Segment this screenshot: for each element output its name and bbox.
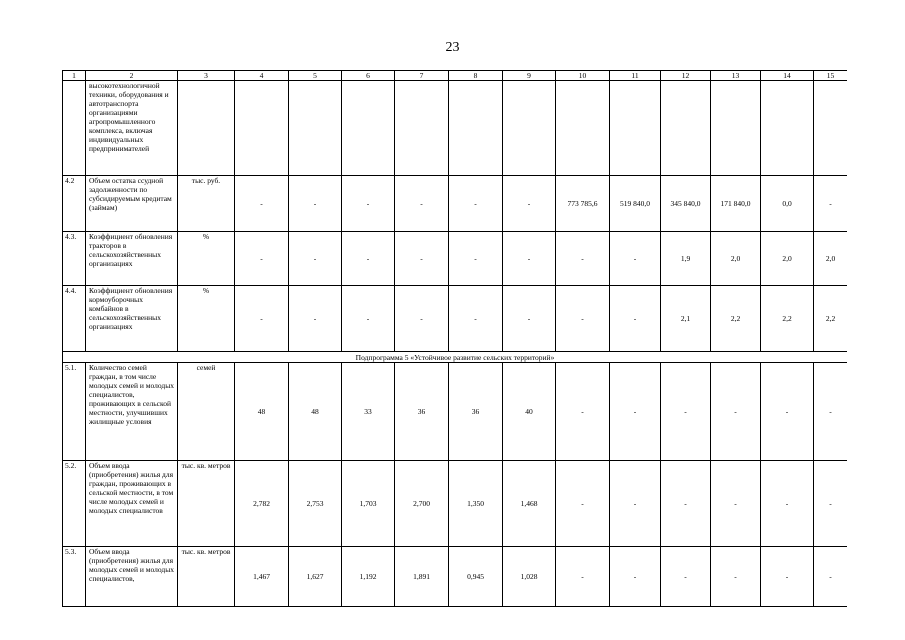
value-cell-col-7: - xyxy=(395,176,449,232)
value-cell-col-6 xyxy=(342,81,395,176)
value-cell-col-11: - xyxy=(610,363,661,461)
indicator-name-cell: Коэффициент обновления кормоуборочных комбайнов в сельскохозяйственных организациях xyxy=(86,286,178,352)
column-number-row xyxy=(63,71,848,81)
value-cell-col-11: - xyxy=(610,286,661,352)
column-header-10: 10 xyxy=(556,71,610,81)
indicator-name-cell: высокотехнологичной техники, оборудования и автотранспорта организациями агропромышленного комплекса, включая индивидуальных предпринимателей xyxy=(86,81,178,176)
table-row xyxy=(63,81,848,176)
row-number-cell: 4.3. xyxy=(63,232,86,286)
value-cell-col-13: - xyxy=(711,461,761,547)
column-header-15: 15 xyxy=(814,71,848,81)
value-cell-col-4: 48 xyxy=(235,363,289,461)
value-cell-col-5: - xyxy=(289,232,342,286)
value-cell-col-8: - xyxy=(449,176,503,232)
value-cell-col-9: - xyxy=(503,286,556,352)
value-cell-col-6: 33 xyxy=(342,363,395,461)
table-row xyxy=(63,232,848,286)
indicator-name-cell: Объем ввода (приобретения) жилья для молодых семей и молодых специалистов, xyxy=(86,547,178,607)
value-cell-col-14: 2,2 xyxy=(761,286,814,352)
value-cell-col-12: 2,1 xyxy=(661,286,711,352)
value-cell-col-4: - xyxy=(235,232,289,286)
row-number-cell xyxy=(63,81,86,176)
value-cell-col-14 xyxy=(761,81,814,176)
value-cell-col-6: - xyxy=(342,176,395,232)
column-header-14: 14 xyxy=(761,71,814,81)
value-cell-col-14: - xyxy=(761,547,814,607)
unit-cell: тыс. кв. метров xyxy=(178,547,235,607)
row-number-cell: 5.3. xyxy=(63,547,86,607)
row-number-cell: 4.2 xyxy=(63,176,86,232)
value-cell-col-4: 1,467 xyxy=(235,547,289,607)
value-cell-col-10: - xyxy=(556,547,610,607)
column-header-7: 7 xyxy=(395,71,449,81)
value-cell-col-10 xyxy=(556,81,610,176)
value-cell-col-15: - xyxy=(814,176,848,232)
unit-cell: % xyxy=(178,286,235,352)
subprogram-title: Подпрограмма 5 «Устойчивое развитие сельских территорий» xyxy=(63,352,848,363)
value-cell-col-5: - xyxy=(289,176,342,232)
indicator-name-cell: Объем ввода (приобретения) жилья для граждан, проживающих в сельской местности, в том числе молодых семей и молодых специалистов xyxy=(86,461,178,547)
unit-cell: % xyxy=(178,232,235,286)
value-cell-col-12 xyxy=(661,81,711,176)
value-cell-col-7: - xyxy=(395,286,449,352)
value-cell-col-9 xyxy=(503,81,556,176)
value-cell-col-6: 1,192 xyxy=(342,547,395,607)
value-cell-col-6: - xyxy=(342,232,395,286)
value-cell-col-14: - xyxy=(761,363,814,461)
value-cell-col-10: - xyxy=(556,286,610,352)
value-cell-col-8: - xyxy=(449,286,503,352)
unit-cell: семей xyxy=(178,363,235,461)
value-cell-col-15 xyxy=(814,81,848,176)
column-header-11: 11 xyxy=(610,71,661,81)
value-cell-col-15: 2,2 xyxy=(814,286,848,352)
value-cell-col-8 xyxy=(449,81,503,176)
column-header-3: 3 xyxy=(178,71,235,81)
value-cell-col-4 xyxy=(235,81,289,176)
value-cell-col-14: 0,0 xyxy=(761,176,814,232)
value-cell-col-6: 1,703 xyxy=(342,461,395,547)
value-cell-col-7: 2,700 xyxy=(395,461,449,547)
value-cell-col-5 xyxy=(289,81,342,176)
value-cell-col-13: 171 840,0 xyxy=(711,176,761,232)
indicator-name-cell: Количество семей граждан, в том числе молодых семей и молодых специалистов, проживающих в сельской местности, улучшивших жилищные условия xyxy=(86,363,178,461)
value-cell-col-9: - xyxy=(503,176,556,232)
value-cell-col-9: 1,468 xyxy=(503,461,556,547)
value-cell-col-8: 0,945 xyxy=(449,547,503,607)
value-cell-col-12: - xyxy=(661,461,711,547)
value-cell-col-7: 1,891 xyxy=(395,547,449,607)
value-cell-col-5: 1,627 xyxy=(289,547,342,607)
column-header-4: 4 xyxy=(235,71,289,81)
value-cell-col-15: - xyxy=(814,547,848,607)
value-cell-col-12: - xyxy=(661,363,711,461)
value-cell-col-13: 2,2 xyxy=(711,286,761,352)
row-number-cell: 5.1. xyxy=(63,363,86,461)
value-cell-col-8: 36 xyxy=(449,363,503,461)
value-cell-col-11: - xyxy=(610,547,661,607)
table-row xyxy=(63,286,848,352)
value-cell-col-10: 773 785,6 xyxy=(556,176,610,232)
value-cell-col-9: 40 xyxy=(503,363,556,461)
row-number-cell: 4.4. xyxy=(63,286,86,352)
value-cell-col-12: 1,9 xyxy=(661,232,711,286)
row-number-cell: 5.2. xyxy=(63,461,86,547)
indicator-name-cell: Объем остатка ссудной задолженности по субсидируемым кредитам (займам) xyxy=(86,176,178,232)
value-cell-col-15: 2,0 xyxy=(814,232,848,286)
value-cell-col-13 xyxy=(711,81,761,176)
value-cell-col-6: - xyxy=(342,286,395,352)
value-cell-col-12: - xyxy=(661,547,711,607)
value-cell-col-4: 2,782 xyxy=(235,461,289,547)
value-cell-col-13: 2,0 xyxy=(711,232,761,286)
unit-cell: тыс. руб. xyxy=(178,176,235,232)
subprogram-header-row xyxy=(63,352,848,363)
value-cell-col-7: 36 xyxy=(395,363,449,461)
unit-cell xyxy=(178,81,235,176)
value-cell-col-5: - xyxy=(289,286,342,352)
value-cell-col-10: - xyxy=(556,363,610,461)
indicators-table xyxy=(62,70,847,607)
value-cell-col-7: - xyxy=(395,232,449,286)
value-cell-col-4: - xyxy=(235,286,289,352)
column-header-5: 5 xyxy=(289,71,342,81)
value-cell-col-13: - xyxy=(711,547,761,607)
column-header-6: 6 xyxy=(342,71,395,81)
table-row xyxy=(63,461,848,547)
value-cell-col-14: - xyxy=(761,461,814,547)
table-body xyxy=(63,81,848,607)
value-cell-col-12: 345 840,0 xyxy=(661,176,711,232)
value-cell-col-5: 48 xyxy=(289,363,342,461)
value-cell-col-15: - xyxy=(814,363,848,461)
column-header-13: 13 xyxy=(711,71,761,81)
column-header-12: 12 xyxy=(661,71,711,81)
value-cell-col-8: - xyxy=(449,232,503,286)
column-header-9: 9 xyxy=(503,71,556,81)
table-row xyxy=(63,547,848,607)
value-cell-col-9: 1,028 xyxy=(503,547,556,607)
page-number: 23 xyxy=(445,40,460,55)
value-cell-col-9: - xyxy=(503,232,556,286)
value-cell-col-13: - xyxy=(711,363,761,461)
value-cell-col-8: 1,350 xyxy=(449,461,503,547)
value-cell-col-11 xyxy=(610,81,661,176)
value-cell-col-14: 2,0 xyxy=(761,232,814,286)
unit-cell: тыс. кв. метров xyxy=(178,461,235,547)
indicators-table-container xyxy=(62,70,847,640)
table-row xyxy=(63,176,848,232)
table-row xyxy=(63,363,848,461)
column-header-8: 8 xyxy=(449,71,503,81)
value-cell-col-11: - xyxy=(610,461,661,547)
value-cell-col-7 xyxy=(395,81,449,176)
value-cell-col-5: 2,753 xyxy=(289,461,342,547)
value-cell-col-11: - xyxy=(610,232,661,286)
column-header-1: 1 xyxy=(63,71,86,81)
value-cell-col-15: - xyxy=(814,461,848,547)
column-header-2: 2 xyxy=(86,71,178,81)
indicator-name-cell: Коэффициент обновления тракторов в сельскохозяйственных организациях xyxy=(86,232,178,286)
value-cell-col-11: 519 840,0 xyxy=(610,176,661,232)
value-cell-col-10: - xyxy=(556,232,610,286)
value-cell-col-10: - xyxy=(556,461,610,547)
value-cell-col-4: - xyxy=(235,176,289,232)
